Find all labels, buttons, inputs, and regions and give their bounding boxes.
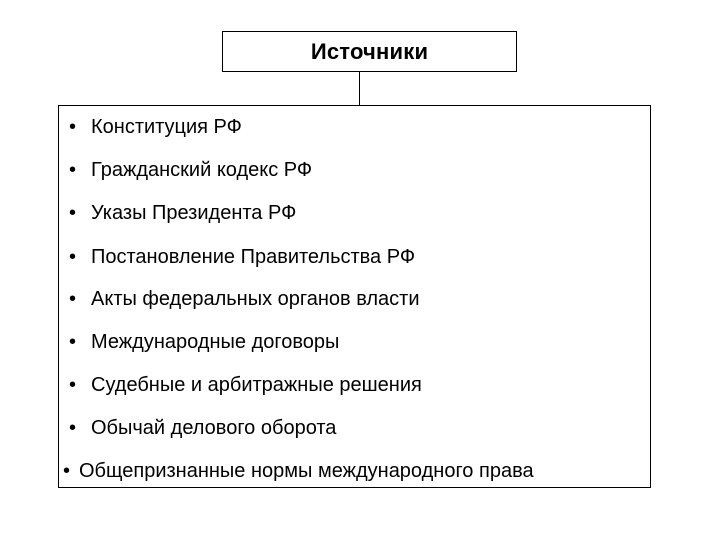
- list-item: [69, 115, 242, 139]
- list-item: [69, 158, 312, 182]
- bullet-icon: •: [69, 116, 77, 138]
- list-item: [69, 287, 420, 311]
- list-item: [69, 373, 422, 397]
- list-item-text: Акты федеральных органов власти: [91, 288, 420, 310]
- bullet-icon: •: [69, 202, 77, 224]
- list-item: [69, 201, 296, 225]
- list-item: [63, 459, 534, 483]
- list-item-text: Гражданский кодекс РФ: [91, 159, 313, 181]
- list-item: [69, 245, 415, 269]
- bullet-icon: •: [69, 159, 77, 181]
- list-item-text: Общепризнанные нормы международного права: [79, 460, 534, 482]
- connector-line: [359, 72, 360, 106]
- list-item-text: Указы Президента РФ: [91, 202, 297, 224]
- list-item: [69, 416, 336, 440]
- title-box: [222, 31, 517, 72]
- list-item: [69, 330, 339, 354]
- bullet-icon: •: [69, 417, 77, 439]
- bullet-icon: •: [69, 331, 77, 353]
- list-item-text: Конституция РФ: [91, 116, 242, 138]
- bullet-icon: •: [69, 288, 77, 310]
- list-item-text: Судебные и арбитражные решения: [91, 374, 422, 396]
- list-item-text: Международные договоры: [91, 331, 340, 353]
- bullet-icon: •: [69, 374, 77, 396]
- diagram-title: Источники: [310, 38, 429, 64]
- list-item-text: Постановление Правительства РФ: [91, 246, 416, 268]
- bullet-icon: •: [69, 246, 77, 268]
- list-item-text: Обычай делового оборота: [91, 417, 337, 439]
- sources-list-box: [58, 105, 651, 488]
- bullet-icon: •: [63, 460, 71, 482]
